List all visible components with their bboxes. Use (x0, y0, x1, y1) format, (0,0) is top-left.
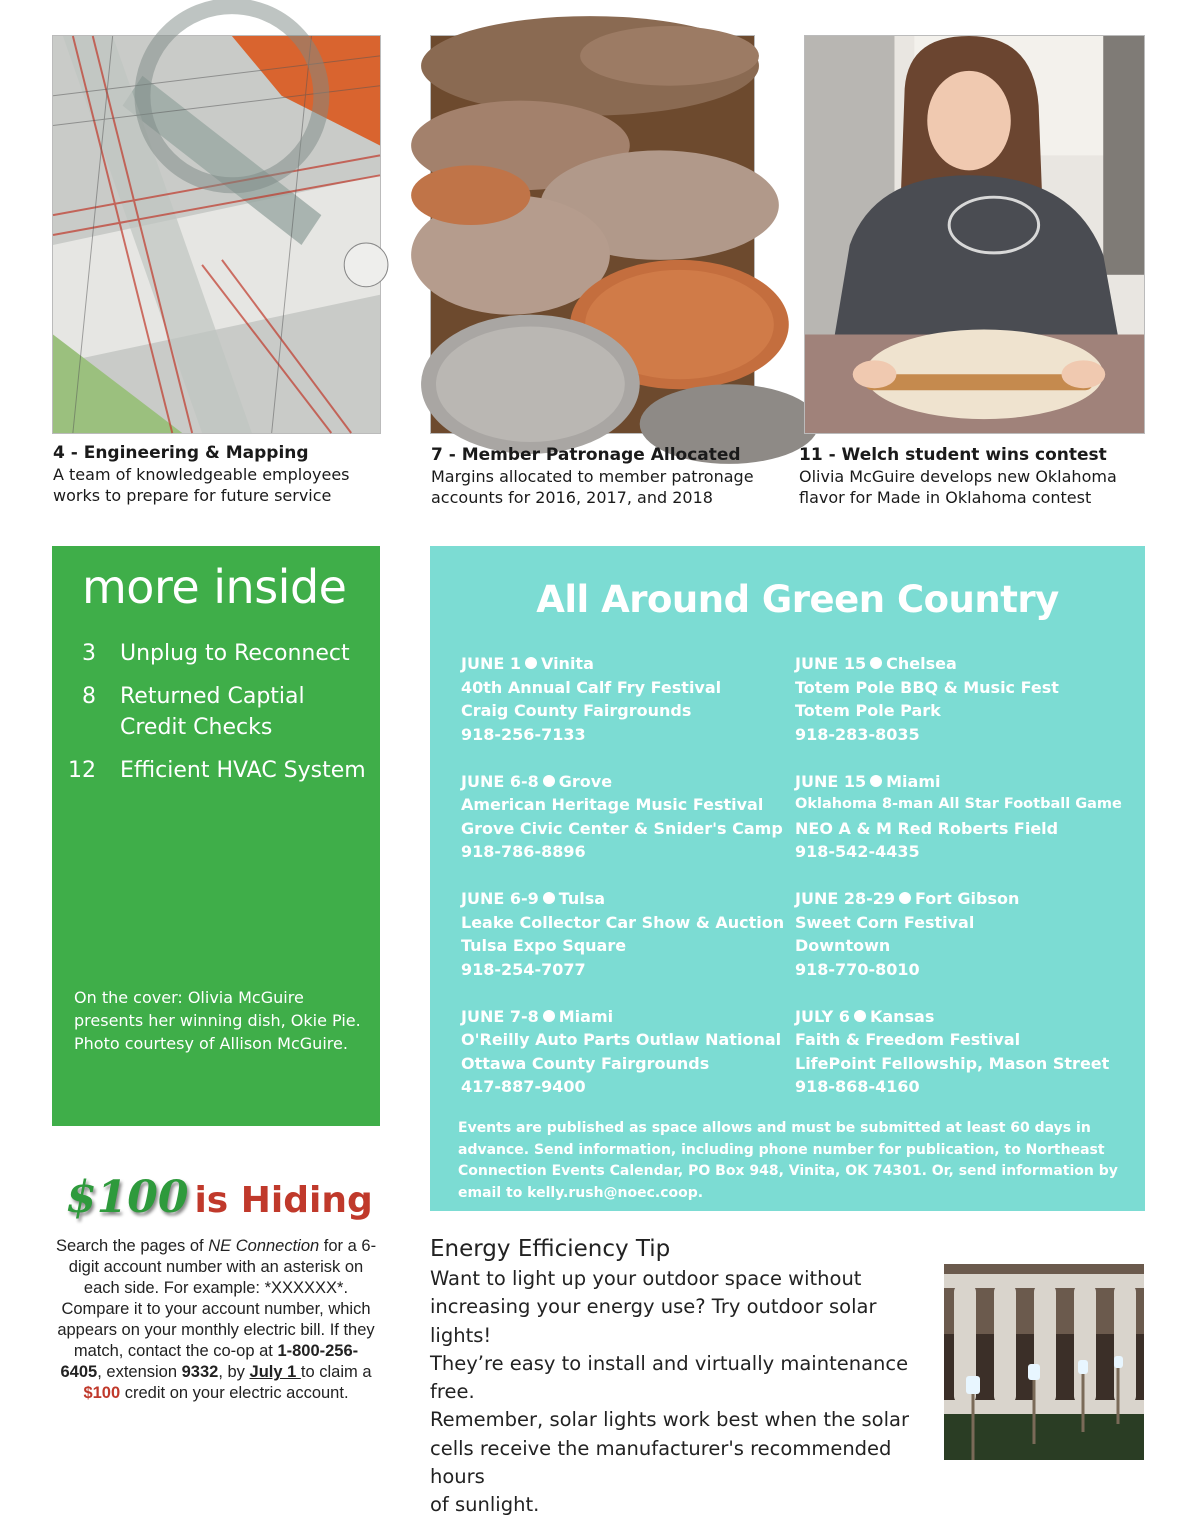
event-date: JUNE 15 (795, 771, 867, 791)
toc-page-number: 3 (82, 641, 96, 666)
event-place: Grove (558, 771, 613, 791)
toc-label: Returned Captial (120, 684, 305, 709)
event-item (461, 1005, 791, 1123)
event-venue: Totem Pole Park (795, 701, 941, 720)
toc-page-number: 12 (68, 758, 96, 783)
event-venue: Ottawa County Fairgrounds (461, 1053, 710, 1073)
event-phone[interactable]: 918-770-8010 (795, 959, 920, 979)
event-name: O'Reilly Auto Parts Outlaw National (461, 1030, 782, 1049)
more-inside-heading: more inside (82, 560, 347, 614)
event-name: Leake Collector Car Show & Auction (461, 912, 785, 932)
event-item (461, 652, 791, 770)
solar-lights-photo (944, 1264, 1144, 1460)
girl-rolling-dough-photo (804, 35, 1145, 434)
bullet-icon (543, 892, 555, 904)
events-calendar (430, 546, 1145, 1211)
bullet-icon (543, 775, 555, 787)
contest-deadline: July 1 (249, 1363, 301, 1381)
event-place: Tulsa (558, 889, 606, 908)
event-item (795, 652, 1140, 770)
event-phone[interactable]: 918-254-7077 (461, 959, 586, 979)
events-submission-note: Events are published as space allows and must be submitted at least 60 days in advance. Send information, including phone number for publication, to Northeast Connection Events Calendar, PO Box 948, Vinita, OK 74301. Or, send information by email to kelly.rush@noec.coop. (458, 1120, 1118, 1201)
tip-line: Want to light up your outdoor space without (430, 1267, 862, 1290)
cover-note: On the cover: Olivia McGuire presents her winning dish, Okie Pie. Photo courtesy of Allison McGuire. (74, 988, 361, 1053)
event-phone[interactable]: 918-786-8896 (461, 842, 586, 861)
bullet-icon (870, 775, 882, 787)
contest-amount: $100 (66, 1172, 189, 1223)
event-date: JUNE 7-8 (461, 1006, 539, 1026)
event-place: Vinita (540, 654, 594, 673)
event-phone[interactable]: 417-887-9400 (461, 1077, 586, 1096)
table-of-contents (52, 638, 380, 798)
event-name: Oklahoma 8-man All Star Football Game (795, 796, 1122, 812)
event-item (795, 770, 1140, 888)
feature-desc: A team of knowledgeable employees (53, 465, 350, 484)
tip-line: cells receive the manufacturer's recommended hours (430, 1436, 892, 1489)
contest-title-text: is Hiding (194, 1180, 373, 1221)
coins-photo (430, 35, 755, 434)
event-date: JUNE 15 (795, 654, 867, 673)
events-column-left (461, 652, 791, 1122)
tip-line: increasing your energy use? Try outdoor solar lights! (430, 1295, 877, 1347)
tip-line: They’re easy to install and virtually maintenance free. (430, 1351, 909, 1404)
event-item (795, 1005, 1140, 1123)
event-place: Fort Gibson (915, 889, 1020, 908)
energy-tip-body (430, 1265, 942, 1520)
energy-tip-title: Energy Efficiency Tip (430, 1236, 671, 1262)
tip-line: Remember, solar lights work best when the solar (430, 1408, 909, 1432)
toc-label: Efficient HVAC System (120, 758, 366, 783)
contest-text: credit on your electric account. (120, 1384, 349, 1402)
prize-amount: $100 (83, 1384, 121, 1402)
event-place: Chelsea (886, 654, 957, 673)
phone-extension: 9332 (181, 1363, 219, 1381)
feature-title: 7 - Member Patronage Allocated (431, 445, 741, 465)
feature-desc: accounts for 2016, 2017, and 2018 (431, 488, 713, 507)
hidden-account-contest (52, 1172, 380, 1404)
contest-text: , by (218, 1363, 250, 1381)
event-name: American Heritage Music Festival (461, 795, 764, 814)
toc-item[interactable] (52, 681, 380, 743)
toc-page-number: 8 (82, 684, 96, 709)
energy-tip (430, 1232, 1145, 1520)
contest-text: to claim a (300, 1363, 372, 1381)
bullet-icon (543, 1010, 555, 1022)
feature-desc: flavor for Made in Oklahoma contest (799, 488, 1092, 507)
drafting-rulers-photo (52, 35, 381, 434)
event-venue: NEO A & M Red Roberts Field (795, 818, 1059, 838)
contest-title (52, 1172, 380, 1228)
event-name: Sweet Corn Festival (795, 912, 975, 932)
toc-item[interactable] (52, 755, 380, 786)
event-date: JUNE 6-8 (461, 771, 539, 791)
event-place: Kansas (869, 1006, 935, 1026)
event-name: Totem Pole BBQ & Music Fest (795, 677, 1059, 697)
feature-desc: Olivia McGuire develops new Oklahoma (799, 467, 1117, 486)
feature-caption-contest (799, 444, 1159, 508)
feature-caption-engineering (53, 442, 413, 506)
event-name: Faith & Freedom Festival (795, 1030, 1021, 1049)
event-venue: Craig County Fairgrounds (461, 701, 692, 720)
event-venue: Grove Civic Center & Snider's Camp (461, 818, 783, 838)
event-date: JULY 6 (795, 1006, 850, 1026)
event-date: JUNE 1 (461, 654, 521, 673)
event-item (461, 887, 791, 1005)
contest-text: for a 6-digit account number with an asterisk on each side. For example: *XXXXXX*. Compare it to your account number, which appears on your monthly electric bill. If they match, contact the co-op at (57, 1237, 377, 1360)
bullet-icon (854, 1010, 866, 1022)
more-inside-box (52, 546, 380, 1126)
event-venue: Tulsa Expo Square (461, 936, 627, 955)
feature-title: 4 - Engineering & Mapping (53, 443, 309, 463)
bullet-icon (899, 892, 911, 904)
contest-instructions (52, 1236, 380, 1404)
event-place: Miami (558, 1006, 614, 1026)
toc-label: Credit Checks (120, 715, 273, 740)
event-venue: LifePoint Fellowship, Mason Street (795, 1053, 1110, 1073)
event-item (795, 887, 1140, 1005)
bullet-icon (525, 657, 537, 669)
event-date: JUNE 6-9 (461, 889, 539, 908)
contest-text: , extension (97, 1363, 182, 1381)
events-heading: All Around Green Country (536, 578, 1059, 621)
bullet-icon (870, 657, 882, 669)
event-phone[interactable]: 918-868-4160 (795, 1077, 920, 1096)
toc-label: Unplug to Reconnect (120, 641, 350, 666)
contact-phone[interactable]: 1-800-256-6405 (60, 1342, 359, 1381)
event-phone[interactable]: 918-542-4435 (795, 842, 920, 861)
feature-desc: works to prepare for future service (53, 486, 332, 505)
feature-desc: Margins allocated to member patronage (431, 467, 754, 486)
event-place: Miami (886, 771, 941, 791)
event-date: JUNE 28-29 (795, 889, 896, 908)
publication-name: NE Connection (208, 1237, 320, 1255)
event-name: 40th Annual Calf Fry Festival (461, 677, 722, 697)
contest-text: Search the pages of (55, 1237, 209, 1255)
event-phone[interactable]: 918-283-8035 (795, 724, 920, 744)
event-venue: Downtown (795, 936, 891, 955)
feature-caption-patronage (431, 444, 791, 508)
events-column-right (795, 652, 1140, 1122)
event-phone[interactable]: 918-256-7133 (461, 724, 586, 744)
event-item (461, 770, 791, 888)
feature-title: 11 - Welch student wins contest (799, 445, 1107, 465)
tip-line: of sunlight. (430, 1493, 540, 1517)
toc-item[interactable] (52, 638, 380, 669)
